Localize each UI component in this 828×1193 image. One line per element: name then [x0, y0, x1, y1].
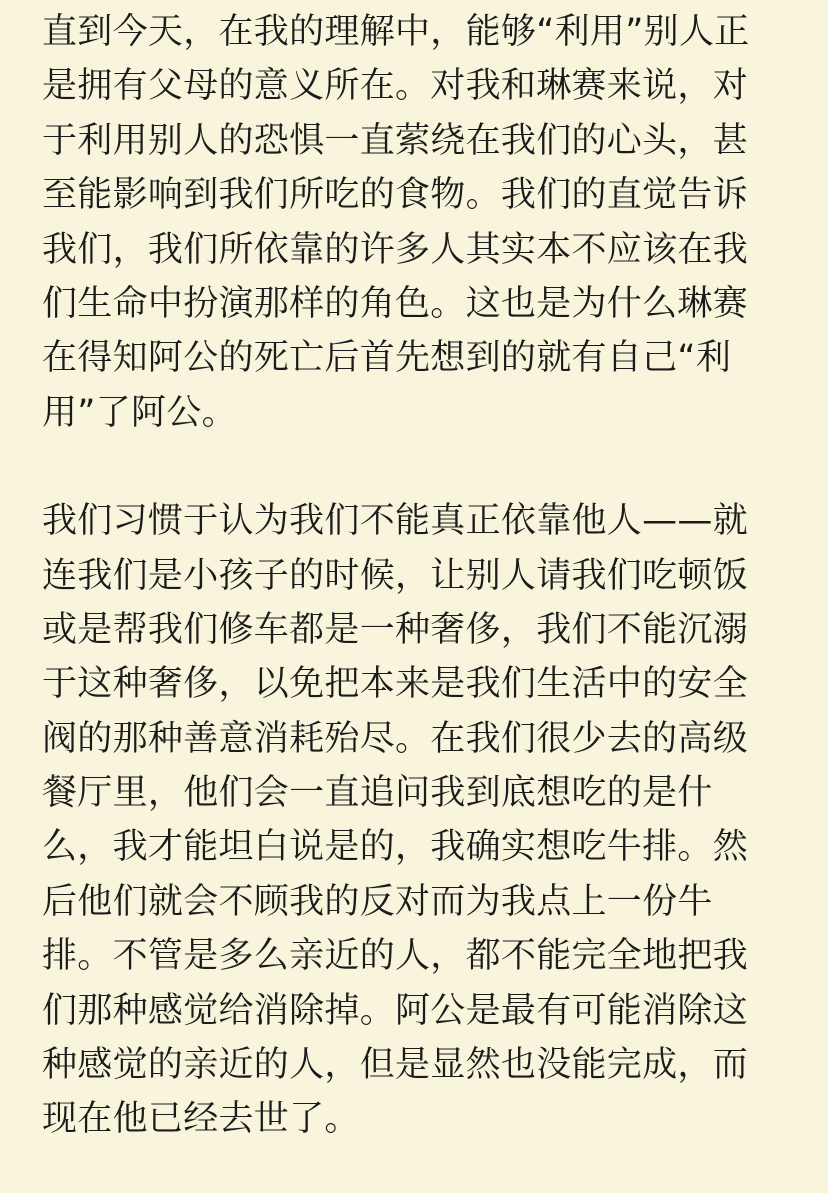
paragraph [42, 0, 786, 440]
text-line: 餐厅里，他们会一直追问我到底想吃的是什 [42, 773, 713, 814]
text-line: 排。不管是多么亲近的人，都不能完全地把我 [42, 936, 749, 977]
paragraph [42, 494, 786, 1147]
text-line: 至能影响到我们所吃的食物。我们的直觉告诉 [42, 175, 749, 216]
text-line: 现在他已经去世了。 [42, 1099, 360, 1140]
text-line: 在得知阿公的死亡后首先想到的就有自己“利 [42, 338, 732, 379]
text-line: 用”了阿公。 [42, 392, 237, 433]
text-line: 于利用别人的恐惧一直萦绕在我们的心头，甚 [42, 120, 749, 161]
text-line: 们那种感觉给消除掉。阿公是最有可能消除这 [42, 990, 749, 1031]
text-line: 我们习惯于认为我们不能真正依靠他人——就 [42, 501, 749, 542]
text-line: 是拥有父母的意义所在。对我和琳赛来说，对 [42, 66, 749, 107]
text-line: 连我们是小孩子的时候，让别人请我们吃顿饭 [42, 555, 749, 596]
text-line: 我们，我们所依靠的许多人其实本不应该在我 [42, 229, 749, 270]
paragraph-spacer [42, 440, 786, 494]
text-line: 后他们就会不顾我的反对而为我点上一份牛 [42, 881, 713, 922]
text-line: 或是帮我们修车都是一种奢侈，我们不能沉溺 [42, 609, 749, 650]
text-line: 于这种奢侈，以免把本来是我们生活中的安全 [42, 664, 749, 705]
text-line: 直到今天，在我的理解中，能够“利用”别人正 [42, 12, 750, 52]
text-line: 么，我才能坦白说是的，我确实想吃牛排。然 [42, 827, 749, 868]
text-line: 阀的那种善意消耗殆尽。在我们很少去的高级 [42, 718, 749, 759]
text-line: 种感觉的亲近的人，但是显然也没能完成，而 [42, 1045, 749, 1086]
text-line: 们生命中扮演那样的角色。这也是为什么琳赛 [42, 283, 749, 324]
reader-text-area [42, 0, 786, 1147]
